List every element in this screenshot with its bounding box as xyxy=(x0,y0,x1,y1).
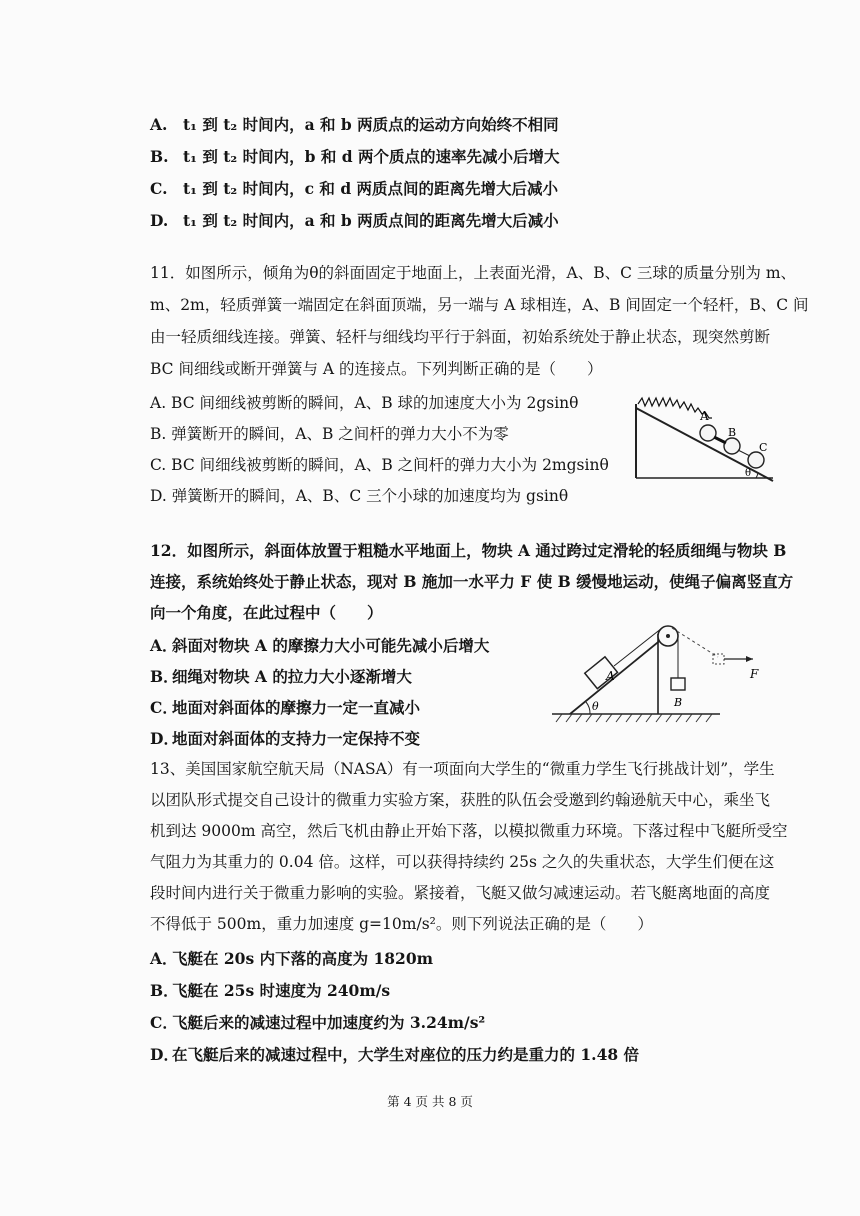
q11-option-c: C. BC 间细线被剪断的瞬间，A、B 之间杆的弹力大小为 2mgsinθ xyxy=(150,456,609,474)
q12-option-a: A．斜面对物块 A 的摩擦力大小可能先减小后增大 xyxy=(150,636,490,655)
q11-stem-line-2: m、2m，轻质弹簧一端固定在斜面顶端，另一端与 A 球相连，A、B 间固定一个轻杆，B、C 间 xyxy=(150,296,809,314)
q12-pulley-figure xyxy=(548,622,778,726)
light-rod xyxy=(714,437,726,443)
ball-b xyxy=(724,438,740,454)
q11-incline-figure xyxy=(628,396,778,488)
label-b: B xyxy=(728,426,737,439)
q13-stem-line-3: 机到达 9000m 高空，然后飞机由静止开始下落，以模拟微重力环境。下落过程中飞艇所受空 xyxy=(150,822,788,840)
q12-option-c: C．地面对斜面体的摩擦力一定一直减小 xyxy=(150,698,421,717)
q11-option-d: D. 弹簧断开的瞬间，A、B、C 三个小球的加速度均为 gsinθ xyxy=(150,487,569,505)
q12-stem-line-2: 连接，系统始终处于静止状态，现对 B 施加一水平力 F 使 B 缓慢地运动，使绳子偏离竖直方 xyxy=(150,572,794,591)
q10-option-a: A. t₁ 到 t₂ 时间内，a 和 b 两质点的运动方向始终不相同 xyxy=(150,115,559,134)
q13-stem-line-6: 不得低于 500m，重力加速度 g=10m/s²。则下列说法正确的是（ ） xyxy=(150,915,653,933)
angle-label: θ xyxy=(745,468,752,479)
q11-stem-line-3: 由一轻质细线连接。弹簧、轻杆与细线均平行于斜面，初始系统处于静止状态，现突然剪断 xyxy=(150,328,771,346)
q10-option-c: C. t₁ 到 t₂ 时间内，c 和 d 两质点间的距离先增大后减小 xyxy=(150,179,559,198)
q12-stem-line-1: 12．如图所示，斜面体放置于粗糙水平地面上，物块 A 通过跨过定滑轮的轻质细绳与物块 B xyxy=(150,541,787,560)
q10-option-d: D. t₁ 到 t₂ 时间内，a 和 b 两质点间的距离先增大后减小 xyxy=(150,211,559,230)
label-f: F xyxy=(750,667,759,681)
q11-option-a: A. BC 间细线被剪断的瞬间，A、B 球的加速度大小为 2gsinθ xyxy=(150,394,579,412)
q12-stem-line-3: 向一个角度，在此过程中（ ） xyxy=(150,603,383,622)
q13-option-a: A．飞艇在 20s 内下落的高度为 1820m xyxy=(150,949,434,968)
q11-option-b: B. 弹簧断开的瞬间，A、B 之间杆的弹力大小不为零 xyxy=(150,425,509,443)
label-a: A xyxy=(606,669,615,683)
q10-option-b: B. t₁ 到 t₂ 时间内，b 和 d 两个质点的速率先减小后增大 xyxy=(150,147,560,166)
ball-a xyxy=(700,425,716,441)
angle-label: θ xyxy=(592,700,599,713)
q11-stem-line-4: BC 间细线或断开弹簧与 A 的连接点。下列判断正确的是（ ） xyxy=(150,360,603,378)
q12-option-d: D．地面对斜面体的支持力一定保持不变 xyxy=(150,729,421,748)
block-b xyxy=(671,678,685,690)
block-b-displaced xyxy=(713,654,724,664)
q13-stem-line-1: 13、美国国家航空航天局（NASA）有一项面向大学生的“微重力学生飞行挑战计划”，学生 xyxy=(150,760,775,778)
ball-c xyxy=(748,452,764,468)
page-number: 第 4 页 共 8 页 xyxy=(387,1094,473,1109)
label-b: B xyxy=(674,696,683,709)
q13-option-c: C．飞艇后来的减速过程中加速度约为 3.24m/s² xyxy=(150,1013,486,1032)
ground-hatch xyxy=(556,714,712,722)
label-c: C xyxy=(759,441,768,454)
q13-stem-line-2: 以团队形式提交自己设计的微重力实验方案，获胜的队伍会受邀到约翰逊航天中心，乘坐飞 xyxy=(150,791,771,809)
q11-stem-line-1: 11．如图所示，倾角为θ的斜面固定于地面上，上表面光滑，A、B、C 三球的质量分别为 m、 xyxy=(150,264,797,282)
q13-stem-line-5: 段时间内进行关于微重力影响的实验。紧接着，飞艇又做匀减速运动。若飞艇离地面的高度 xyxy=(150,884,771,902)
q13-option-b: B．飞艇在 25s 时速度为 240m/s xyxy=(150,981,391,1000)
q12-option-b: B．细绳对物块 A 的拉力大小逐渐增大 xyxy=(150,667,412,686)
thin-string xyxy=(738,450,750,456)
q13-option-d: D．在飞艇后来的减速过程中，大学生对座位的压力约是重力的 1.48 倍 xyxy=(150,1045,640,1064)
label-a: A xyxy=(700,409,709,423)
q13-stem-line-4: 气阻力为其重力的 0.04 倍。这样，可以获得持续约 25s 之久的失重状态，大学生们便在这 xyxy=(150,853,775,871)
